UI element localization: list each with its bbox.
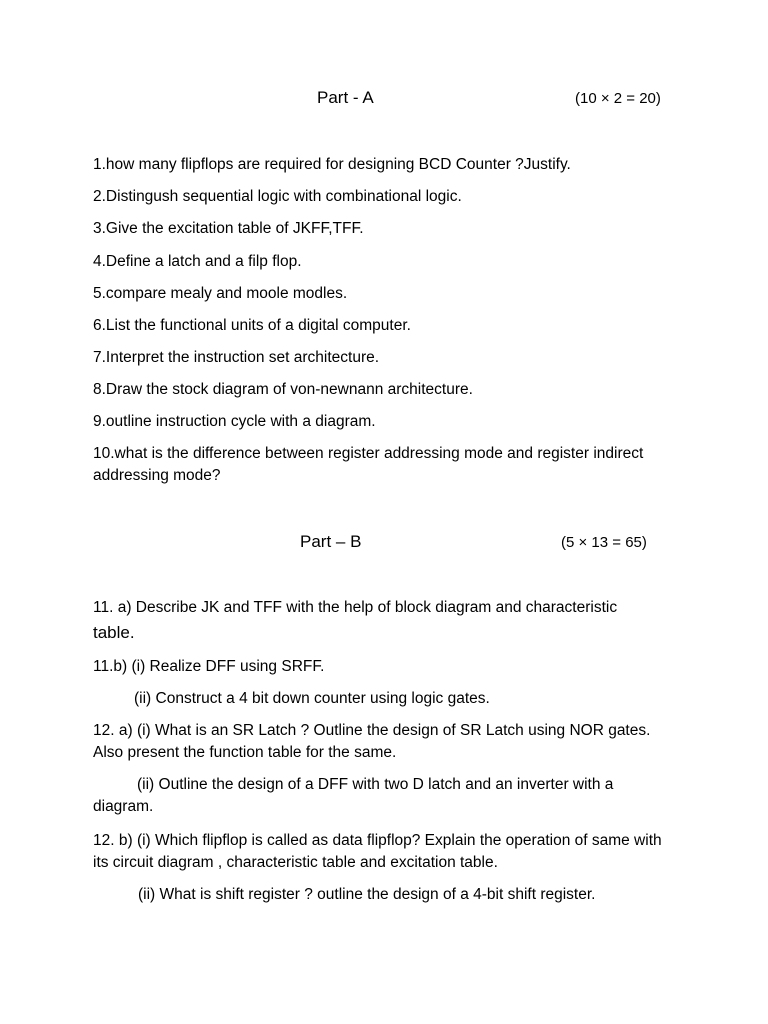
question-2: 2.Distingush sequential logic with combinational logic. [93, 188, 462, 205]
question-8: 8.Draw the stock diagram of von-newnann architecture. [93, 381, 473, 398]
question-11a-line-1: 11. a) Describe JK and TFF with the help of block diagram and characteristic [93, 599, 618, 616]
part-b-heading [0, 532, 768, 556]
part-a-title: Part - A [317, 88, 374, 107]
question-5: 5.compare mealy and moole modles. [93, 285, 348, 302]
part-a-marks: (10 × 2 = 20) [575, 90, 661, 107]
question-3: 3.Give the excitation table of JKFF,TFF. [93, 220, 364, 237]
part-b-title: Part – B [300, 532, 362, 551]
question-1: 1.how many flipflops are required for designing BCD Counter ?Justify. [93, 156, 571, 173]
question-7: 7.Interpret the instruction set architecture. [93, 349, 380, 366]
question-6: 6.List the functional units of a digital computer. [93, 317, 411, 334]
question-11a-line-2: table. [93, 623, 135, 642]
question-11b-i: 11.b) (i) Realize DFF using SRFF. [93, 658, 325, 675]
question-4: 4.Define a latch and a filp flop. [93, 253, 302, 270]
question-12b-ii: (ii) What is shift register ? outline the design of a 4-bit shift register. [138, 886, 596, 903]
question-10: 10.what is the difference between register addressing mode and register indirect addressing mode? [93, 445, 644, 484]
part-a-heading [0, 88, 768, 112]
question-11b-ii: (ii) Construct a 4 bit down counter using logic gates. [134, 690, 490, 707]
question-12a-ii: (ii) Outline the design of a DFF with two D latch and an inverter with a diagram. [93, 776, 614, 815]
part-b-marks: (5 × 13 = 65) [561, 534, 647, 551]
question-12b-i: 12. b) (i) Which flipflop is called as data flipflop? Explain the operation of same with its circuit diagram , characteristic table and excitation table. [93, 832, 662, 871]
question-9: 9.outline instruction cycle with a diagram. [93, 413, 376, 430]
question-12a-i: 12. a) (i) What is an SR Latch ? Outline the design of SR Latch using NOR gates. Also present the function table for the same. [93, 722, 651, 761]
